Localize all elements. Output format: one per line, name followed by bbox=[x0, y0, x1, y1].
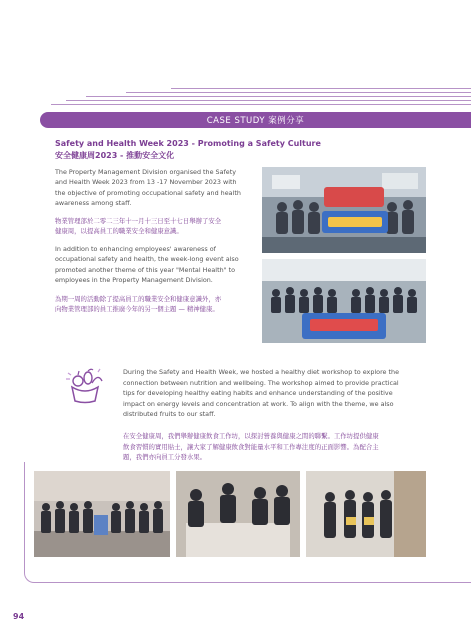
workshop-paragraph-zh: 在安全健康周，我們舉辦健康飲食工作坊，以探討營養與健康之間的聯繫。工作坊提供健康 飲食習慣的實用貼士，讓大家了解健康飲食對能量水平和工作專注度的正面影響。為配合主 題，我們亦向員工分發水果。 bbox=[123, 432, 379, 461]
event-photo-1 bbox=[262, 167, 426, 253]
paragraph-zh-1: 物業管理部於二零二三年十一月十三日至十七日舉辦了安全 健康周，以提高員工的職業安全和健康意識。 bbox=[55, 217, 222, 236]
paragraph-zh-2: 為期一周的活動除了提高員工的職業安全和健康意識外，亦 向物業管理部的員工推廣今年的另一個主題 — 精神健康。 bbox=[55, 295, 222, 314]
workshop-paragraph-en: During the Safety and Health Week, we hosted a healthy diet workshop to explore the connection between nutrition and wellbeing. The workshop aimed to provide practical tips for developing healthy eating habits and enhance understanding of the positive impact on energy levels and concentration at work. To align with the theme, we also distributed fruits to our staff. bbox=[123, 368, 400, 418]
paragraph-en-2: In addition to enhancing employees' awareness of occupational safety and health, the week-long event also promoted another theme of this year "Mental Health" to employees in the Property Management Division. bbox=[55, 245, 239, 284]
banner-label: CASE STUDY 案例分享 bbox=[206, 116, 305, 126]
paragraph-en-1: The Property Management Division organised the Safety and Health Week 2023 from 13 -17 November 2023 with the objective of promoting occupational safety and health awareness among staff. bbox=[55, 168, 241, 207]
case-study-banner bbox=[40, 112, 471, 128]
workshop-photo-2 bbox=[176, 471, 300, 557]
workshop-photo-3 bbox=[306, 471, 426, 557]
article-title-en: Safety and Health Week 2023 - Promoting a Safety Culture bbox=[55, 139, 321, 148]
event-photo-2 bbox=[262, 259, 426, 343]
decorative-lines bbox=[38, 88, 471, 112]
fruit-basket-icon bbox=[64, 365, 106, 405]
article-title-zh: 安全健康周2023 - 推動安全文化 bbox=[55, 151, 175, 160]
workshop-photo-1 bbox=[34, 471, 170, 557]
page-number: 94 bbox=[13, 612, 25, 621]
